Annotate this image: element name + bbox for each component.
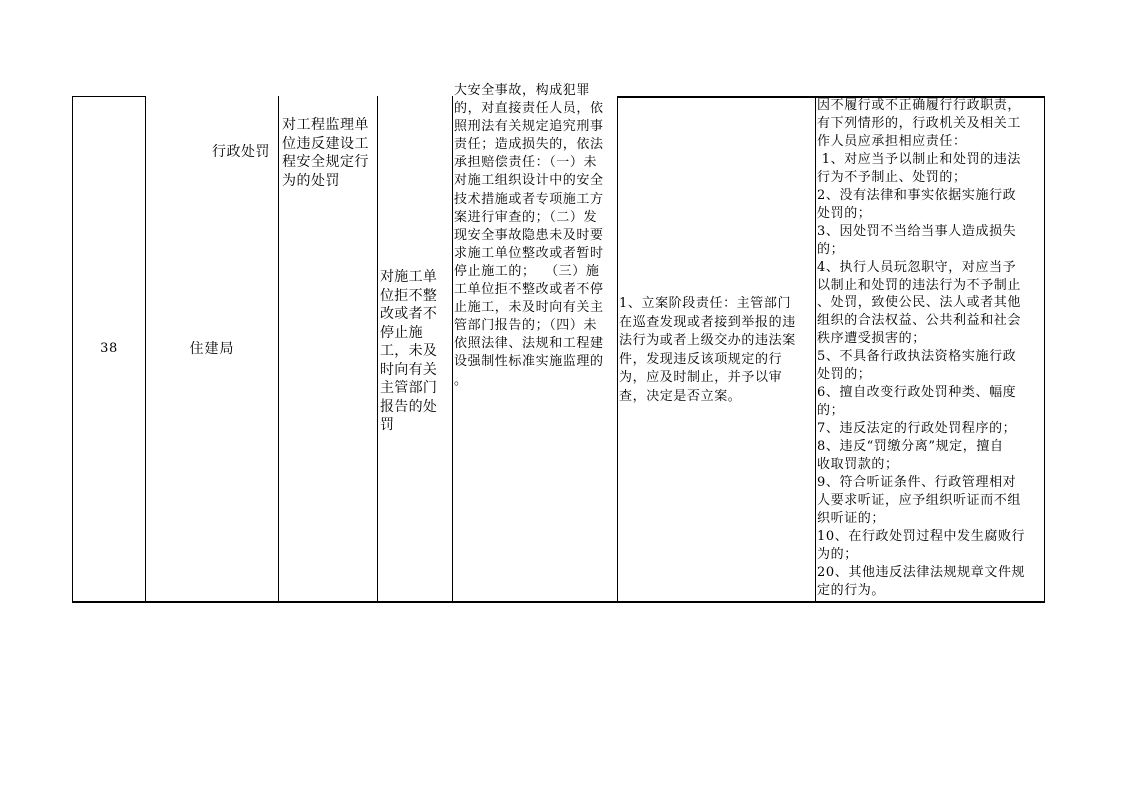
department-cell: 住建局 bbox=[189, 341, 235, 357]
table-bottom-border bbox=[72, 601, 1045, 603]
col-divider-3 bbox=[278, 96, 279, 602]
legal-basis-line: 大安全事故，构成犯罪 bbox=[454, 83, 591, 98]
accountability-line: 因不履行或不正确履行行政职责， bbox=[817, 98, 1022, 113]
accountability-line: 、处罚，致使公民、法人或者其他 bbox=[817, 295, 1022, 311]
legal-basis-line: 的，对直接责任人员，依 bbox=[454, 101, 604, 117]
legal-basis-line: 技术措施或者专项施工方 bbox=[454, 191, 604, 207]
legal-basis-line: 现安全事故隐患未及时要 bbox=[454, 227, 604, 243]
accountability-line: 定的行为。 bbox=[817, 582, 886, 598]
legal-basis-line: 求施工单位整改或者暂时 bbox=[454, 245, 604, 261]
responsibility-line: 件，发现违反该项规定的行 bbox=[619, 351, 783, 367]
accountability-line: 1、对应当予以制止和处罚的违法 bbox=[817, 151, 1022, 167]
legal-basis-line: 工单位拒不整改或者不停 bbox=[454, 282, 604, 298]
accountability-line: 10、在行政处罚过程中发生腐败行 bbox=[817, 528, 1026, 544]
accountability-line: 8、违反“罚缴分离”规定，擅自 bbox=[817, 439, 1004, 455]
accountability-line: 行为不予制止、处罚的； bbox=[817, 169, 967, 185]
item-name-cell: 对工程监理单位违反建设工程安全规定行为的处罚 bbox=[282, 117, 369, 189]
responsibility-cell bbox=[619, 295, 815, 406]
accountability-line: 9、符合听证条件、行政管理相对 bbox=[817, 475, 1017, 491]
col-divider-6 bbox=[617, 96, 618, 602]
accountability-line: 为的； bbox=[817, 546, 858, 562]
accountability-line: 人要求听证，应予组织听证而不组 bbox=[817, 492, 1022, 508]
legal-basis-line: 责任；造成损失的，依法 bbox=[454, 137, 604, 153]
legal-basis-line: 。 bbox=[454, 372, 468, 388]
legal-basis-line: 案进行审查的；（二）发 bbox=[454, 209, 598, 225]
index-cell: 38 bbox=[100, 341, 118, 356]
accountability-line: 以制止和处罚的违法行为不予制止 bbox=[817, 277, 1022, 293]
legal-basis-line: 照刑法有关规定追究刑事 bbox=[454, 119, 604, 135]
responsibility-line: 为，应及时制止，并予以审 bbox=[619, 370, 783, 385]
accountability-line: 4、执行人员玩忽职守，对应当予 bbox=[817, 259, 1017, 275]
responsibility-line: 法行为或者上级交办的违法案 bbox=[619, 333, 796, 348]
responsibility-line: 查，决定是否立案。 bbox=[619, 388, 742, 404]
accountability-line: 的； bbox=[817, 241, 845, 257]
accountability-line: 的； bbox=[817, 403, 845, 419]
legal-basis-line: 对施工组织设计中的安全 bbox=[454, 173, 604, 189]
accountability-line: 处罚的； bbox=[817, 205, 872, 221]
legal-basis-line: 设强制性标准实施监理的 bbox=[454, 354, 604, 370]
accountability-line: 织听证的； bbox=[817, 510, 886, 526]
legal-basis-line: 承担赔偿责任：（一）未 bbox=[454, 155, 598, 171]
legal-basis-line: 停止施工的； （三）施 bbox=[454, 263, 600, 279]
accountability-cell bbox=[817, 97, 1045, 601]
responsibility-line: 1、立案阶段责任：主管部门 bbox=[619, 296, 792, 311]
accountability-line: 20、其他违反法律法规规章文件规 bbox=[817, 564, 1026, 580]
legal-basis-line: 依照法律、法规和工程建 bbox=[454, 336, 604, 352]
accountability-line: 有下列情形的，行政机关及相关工 bbox=[817, 115, 1022, 131]
category-cell: 行政处罚 bbox=[212, 144, 270, 160]
sub-item-cell: 对施工单位拒不整改或者不停止施工，未及时向有关主管部门报告的处罚 bbox=[380, 269, 438, 433]
legal-basis-line: 止施工，未及时向有关主 bbox=[454, 300, 604, 316]
accountability-line: 3、因处罚不当给当事人造成损失 bbox=[817, 223, 1017, 239]
legal-basis-line: 管部门报告的；（四）未 bbox=[454, 318, 598, 334]
accountability-line: 5、不具备行政执法资格实施行政 bbox=[817, 349, 1017, 365]
legal-basis-cell bbox=[454, 82, 616, 600]
col-divider-7 bbox=[815, 96, 816, 602]
table-top-border-left bbox=[72, 96, 146, 97]
accountability-line: 6、擅自改变行政处罚种类、幅度 bbox=[817, 385, 1017, 401]
accountability-line: 2、没有法律和事实依据实施行政 bbox=[817, 187, 1017, 203]
accountability-line: 收取罚款的； bbox=[817, 457, 899, 473]
responsibility-line: 在巡查发现或者接到举报的违 bbox=[619, 314, 796, 330]
col-divider-4 bbox=[377, 96, 378, 602]
accountability-line: 作人员应承担相应责任： bbox=[817, 133, 967, 149]
accountability-line: 组织的合法权益、公共利益和社会 bbox=[817, 313, 1022, 329]
col-divider-5 bbox=[452, 96, 453, 602]
accountability-line: 处罚的； bbox=[817, 367, 872, 383]
accountability-line: 7、违反法定的行政处罚程序的； bbox=[817, 421, 1017, 437]
accountability-line: 秩序遭受损害的； bbox=[817, 331, 926, 347]
